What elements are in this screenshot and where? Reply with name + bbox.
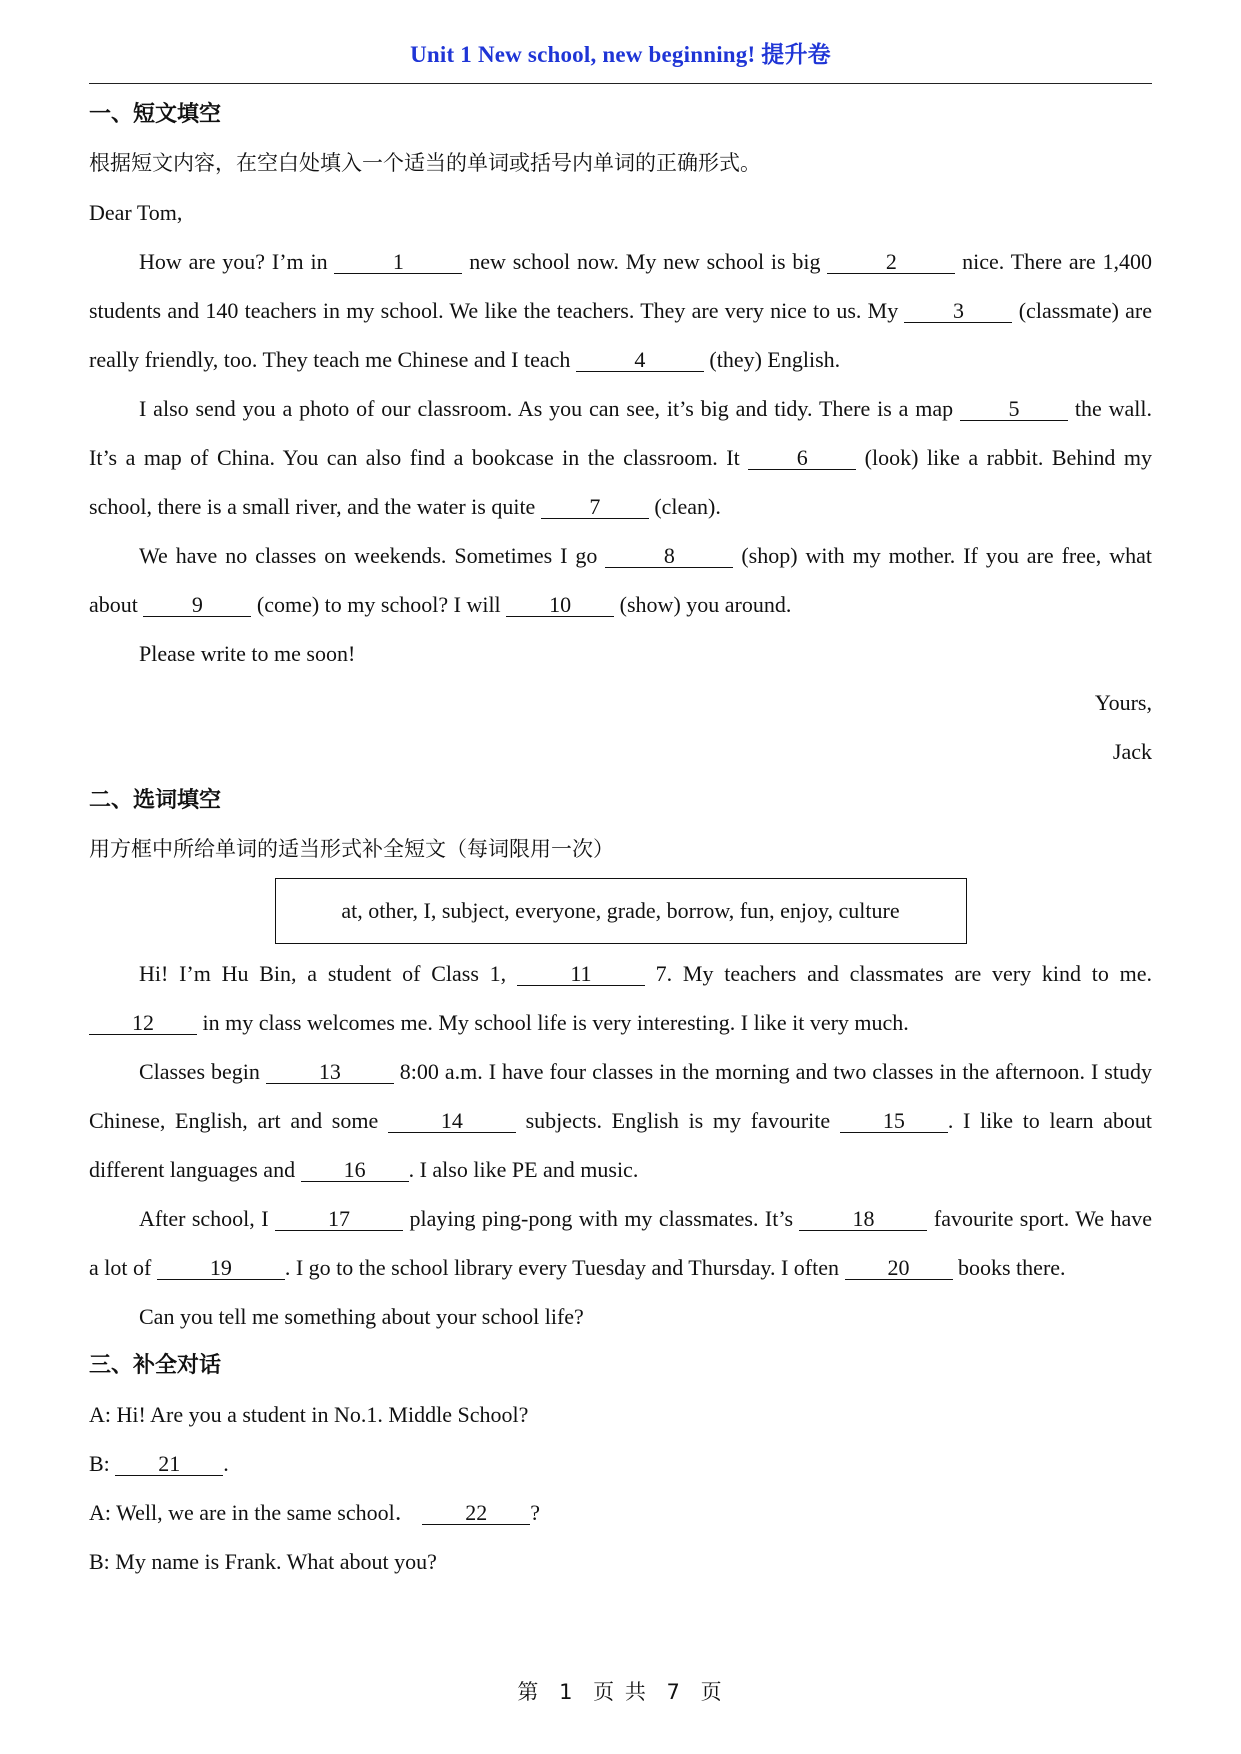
section-1-paragraph-2: I also send you a photo of our classroom. As you can see, it’s big and tidy. There is a map 5 the wall. It’s a map of China. You can also find a bookcase in the classroom. It 6 (look) like a rabbit. Behind my school, there is a small river, and the water is quite 7 (clean). (89, 396, 1152, 519)
section-1-heading: 一、短文填空 (89, 102, 222, 127)
section-2-instruction: 用方框中所给单词的适当形式补全短文（每词限用一次） (89, 837, 614, 861)
letter-greeting: Dear Tom, (89, 200, 183, 225)
total-page-count: 7 (666, 1680, 682, 1704)
document-body (89, 90, 1152, 1586)
blank-5[interactable]: 5 (960, 398, 1068, 421)
section-1-paragraph-1: How are you? I’m in 1 new school now. My new school is big 2 nice. There are 1,400 students and 140 teachers in my school. We like the teachers. They are very nice to us. My 3 (classmate) are really friendly, too. They teach me Chinese and I teach 4 (they) English. (89, 249, 1153, 372)
letter-signature: Jack (1112, 739, 1152, 764)
blank-19[interactable]: 19 (157, 1257, 285, 1280)
document-title: Unit 1 New school, new beginning! 提升卷 (410, 42, 831, 67)
word-bank-box: at, other, I, subject, everyone, grade, borrow, fun, enjoy, culture (275, 878, 967, 944)
blank-20[interactable]: 20 (845, 1257, 953, 1280)
blank-14[interactable]: 14 (388, 1110, 516, 1133)
blank-4[interactable]: 4 (576, 349, 704, 372)
blank-2[interactable]: 2 (827, 251, 955, 274)
dialogue-line-1: A: Hi! Are you a student in No.1. Middle School? (89, 1402, 529, 1427)
section-1-instruction: 根据短文内容，在空白处填入一个适当的单词或括号内单词的正确形式。 (89, 151, 761, 175)
dialogue-line-2: B: 21 . (89, 1451, 229, 1476)
letter-closing: Yours, (1094, 690, 1152, 715)
blank-8[interactable]: 8 (605, 545, 733, 568)
section-2-paragraph-4: Can you tell me something about your school life? (139, 1304, 584, 1329)
current-page-number: 1 (559, 1680, 575, 1704)
blank-21[interactable]: 21 (115, 1453, 223, 1476)
blank-3[interactable]: 3 (904, 300, 1012, 323)
blank-7[interactable]: 7 (541, 496, 649, 519)
blank-6[interactable]: 6 (748, 447, 856, 470)
blank-18[interactable]: 18 (799, 1208, 927, 1231)
section-2-paragraph-1: Hi! I’m Hu Bin, a student of Class 1, 11 7. My teachers and classmates are very kind to me. 12 in my class welcomes me. My school life is very interesting. I like it very much. (89, 949, 1152, 1047)
blank-1[interactable]: 1 (334, 251, 462, 274)
blank-12[interactable]: 12 (89, 1012, 197, 1035)
blank-11[interactable]: 11 (517, 963, 645, 986)
blank-10[interactable]: 10 (506, 594, 614, 617)
section-2-heading: 二、选词填空 (89, 788, 222, 813)
page-footer: 第 1 页 共 7 页 (517, 1680, 724, 1704)
blank-22[interactable]: 22 (422, 1502, 530, 1525)
section-1-paragraph-3: We have no classes on weekends. Sometimes I go 8 (shop) with my mother. If you are free, what about 9 (come) to my school? I will 10 (show) you around. (89, 543, 1153, 617)
blank-13[interactable]: 13 (266, 1061, 394, 1084)
blank-17[interactable]: 17 (275, 1208, 403, 1231)
dialogue-line-4: B: My name is Frank. What about you? (89, 1549, 437, 1574)
blank-16[interactable]: 16 (301, 1159, 409, 1182)
section-2-paragraph-3: After school, I 17 playing ping-pong with my classmates. It’s 18 favourite sport. We have a lot of 19 . I go to the school library every Tuesday and Thursday. I often 20 books there. (89, 1206, 1153, 1280)
section-3-heading: 三、补全对话 (89, 1353, 222, 1378)
dialogue-line-3: A: Well, we are in the same school． 22 ? (89, 1500, 540, 1525)
blank-15[interactable]: 15 (840, 1110, 948, 1133)
section-1-paragraph-4: Please write to me soon! (139, 641, 356, 666)
header-divider (89, 83, 1152, 84)
section-2-paragraph-2: Classes begin 13 8:00 a.m. I have four classes in the morning and two classes in the afternoon. I study Chinese, English, art and some 14 subjects. English is my favourite 15 . I like to learn about different languages and 16 . I also like PE and music. (89, 1059, 1153, 1182)
blank-9[interactable]: 9 (143, 594, 251, 617)
